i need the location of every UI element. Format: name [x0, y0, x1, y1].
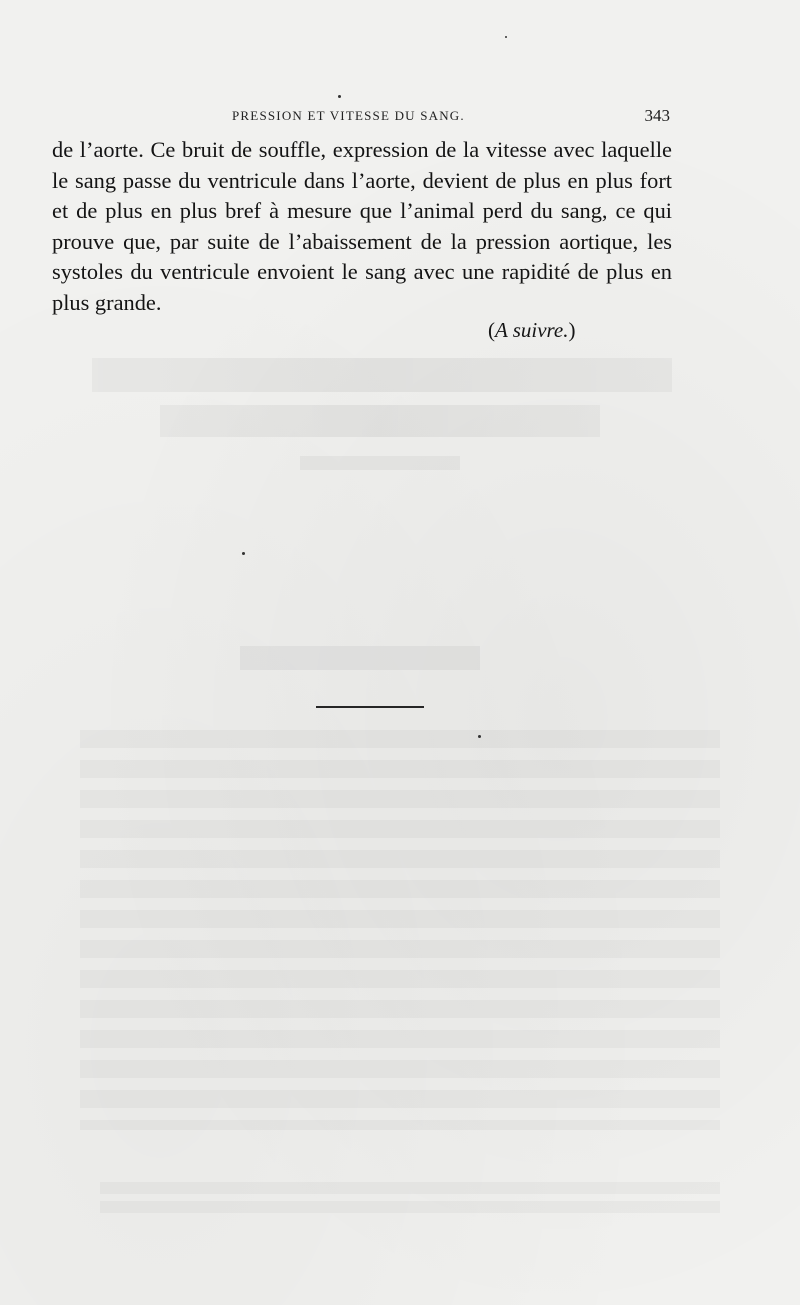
signoff-close-paren: ): [568, 318, 576, 342]
page-number: 343: [644, 106, 670, 125]
bleed-through-heading: [92, 358, 672, 392]
bleed-through-heading-2: [160, 405, 600, 437]
ink-speck: [505, 36, 507, 38]
section-divider-rule: [316, 706, 424, 708]
signoff-open-paren: (: [488, 318, 495, 342]
bleed-through-byline: [300, 456, 460, 470]
ink-speck: [338, 95, 341, 98]
ink-speck: [242, 552, 245, 555]
signoff-text: A suivre.: [495, 318, 569, 342]
to-be-continued: [488, 318, 576, 343]
bleed-through-text-block: [80, 730, 720, 1130]
body-paragraph-block: [52, 135, 672, 319]
bleed-through-subheading: [240, 646, 480, 670]
body-paragraph: de l’aorte. Ce bruit de souffle, expression de la vitesse avec laquelle le sang passe du ventricule dans l’aorte, devient de plus en plus fort et de plus en plus bref à mesure que l’animal perd du sang, ce qui prouve que, par suite de l’abaissement de la pression aortique, les systoles du ventricule envoient le sang avec une rapidité de plus en plus grande.: [52, 137, 672, 315]
page-header: [0, 106, 800, 130]
ink-speck: [478, 735, 481, 738]
running-head: PRESSION ET VITESSE DU SANG.: [232, 108, 465, 123]
bleed-through-footnote: [100, 1182, 720, 1214]
